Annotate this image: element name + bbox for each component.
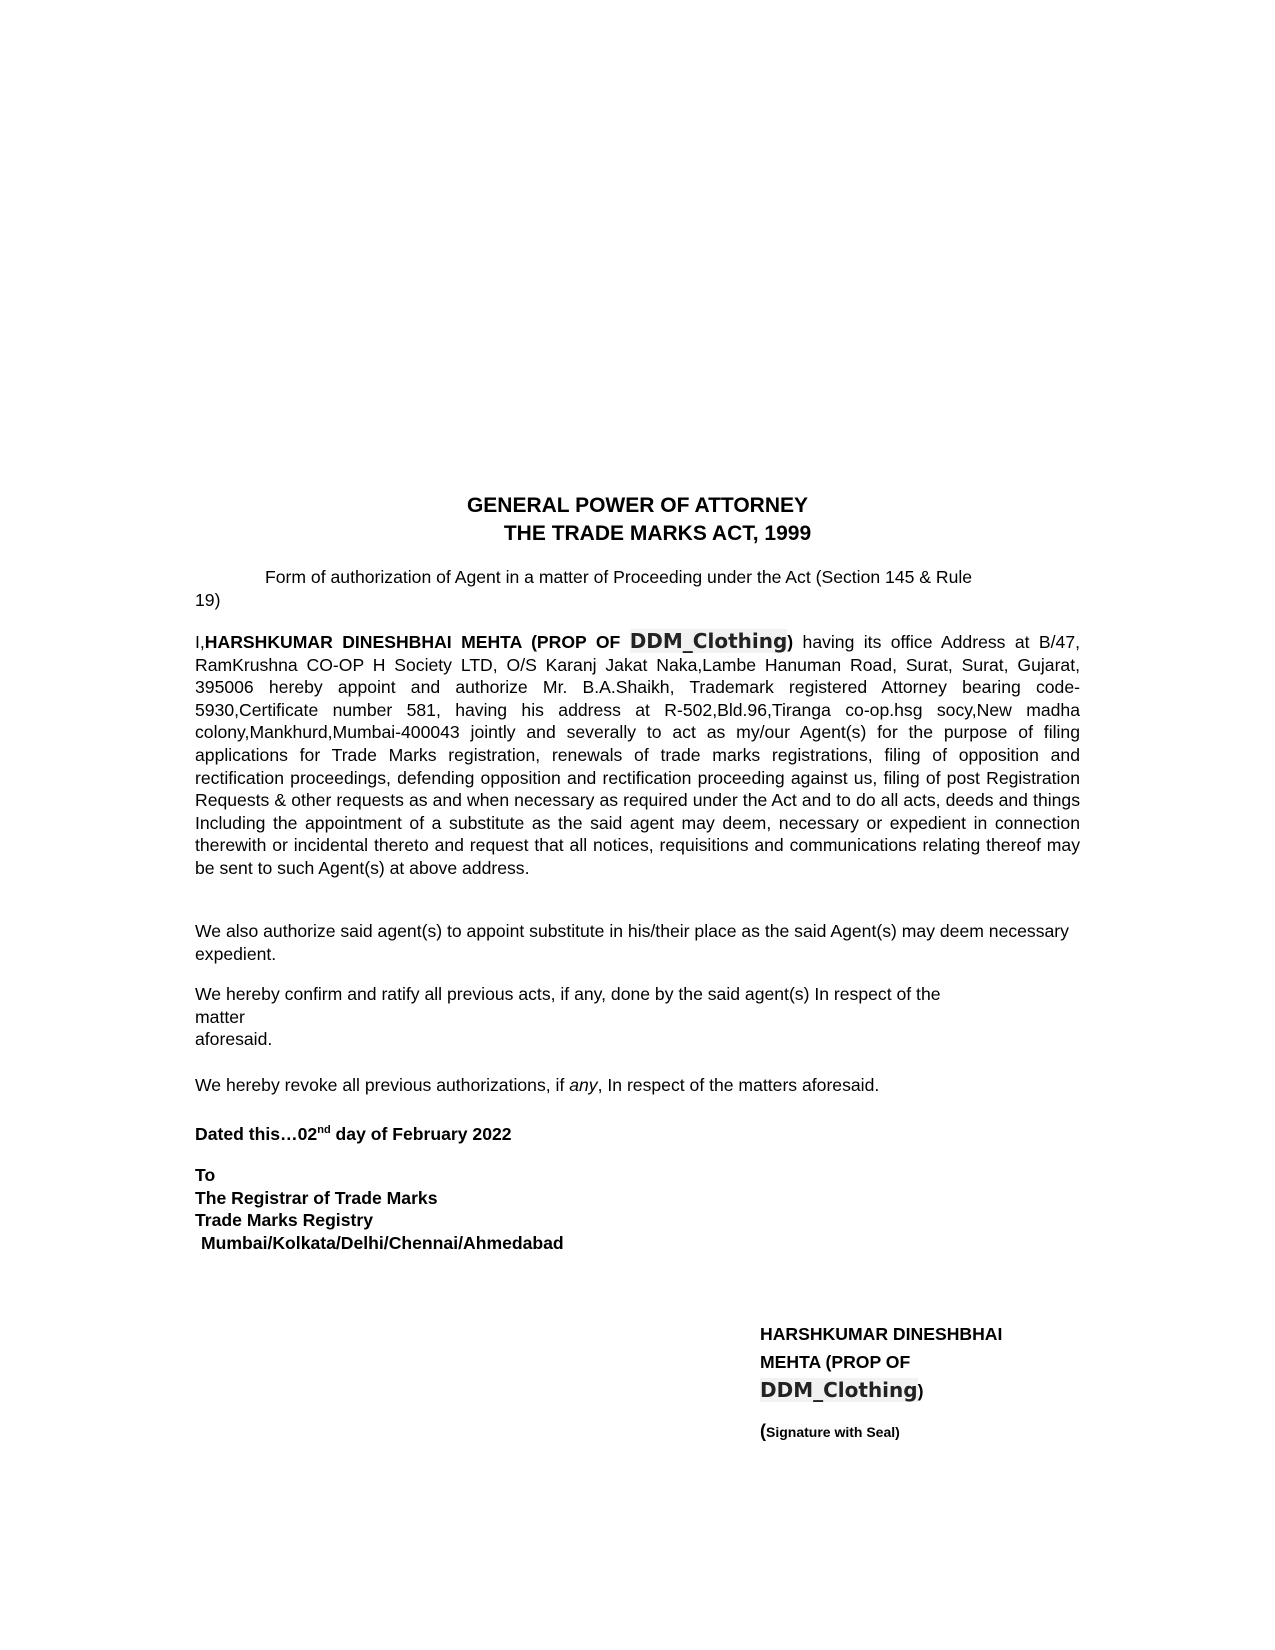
dated-line <box>195 1119 1080 1145</box>
ratify-line-3: aforesaid. <box>195 1029 273 1050</box>
revoke-pre: We hereby revoke all previous authorizations, if <box>195 1075 570 1095</box>
addressee-block <box>195 1164 1080 1254</box>
revoke-italic: any <box>569 1075 598 1095</box>
form-line <box>195 566 1080 611</box>
form-line-cont: 19) <box>195 589 221 610</box>
addressee-line-2: Trade Marks Registry <box>195 1210 373 1231</box>
close-paren: ) <box>787 632 794 652</box>
document-title <box>195 492 1080 548</box>
paragraph-revoke <box>195 1074 1080 1097</box>
form-line-text: Form of authorization of Agent in a matter of Proceeding under the Act (Section 145 & Rule <box>265 567 973 587</box>
addressee-line-1: The Registrar of Trade Marks <box>195 1187 438 1208</box>
signature-note: Signature with Seal) <box>766 1424 900 1440</box>
signature-note-paren: ( <box>760 1421 766 1441</box>
addressee-line-3: Mumbai/Kolkata/Delhi/Chennai/Ahmedabad <box>201 1232 564 1253</box>
paragraph-ratify <box>195 983 1080 1051</box>
ratify-line-2: matter <box>195 1006 245 1027</box>
dated-post: day of February 2022 <box>330 1123 512 1144</box>
main-paragraph <box>195 630 1080 880</box>
company-name: DDM_Clothing <box>629 629 788 653</box>
dated-pre: Dated this…02 <box>195 1123 318 1144</box>
prefix: I, <box>195 632 205 652</box>
signature-company: DDM_Clothing <box>760 1378 918 1402</box>
signature-line-1: HARSHKUMAR DINESHBHAI <box>760 1324 1003 1344</box>
signature-block <box>760 1320 1060 1446</box>
title-line-2: THE TRADE MARKS ACT, 1999 <box>503 522 812 545</box>
main-body: having its office Address at B/47, RamKrushna CO-OP H Society LTD, O/S Karanj Jakat Naka,Lambe Hanuman Road, Surat, Surat, Gujarat, 395006 hereby appoint and authorize Mr. B.A.Shaikh, Trademark registered Attorney bearing code-5930,Certificate number 581, having his address at R-502,Bld.96,Tiranga co-op.hsg socy,New madha colony,Mankhurd,Mumbai-400043 jointly and severally to act as my/our Agent(s) for the purpose of filing applications for Trade Marks registration, renewals of trade marks registrations, filing of opposition and rectification proceedings, defending opposition and rectification proceeding against us, filing of post Registration Requests & other requests as and when necessary as required under the Act and to do all acts, deeds and things Including the appointment of a substitute as the said agent may deem, necessary or expedient in connection therewith or incidental thereto and request that all notices, requisitions and communications relating thereof may be sent to such Agent(s) at above address. <box>195 632 1080 878</box>
paragraph-substitute: We also authorize said agent(s) to appoint substitute in his/their place as the said Agent(s) may deem necessary expedient. <box>195 921 1069 964</box>
revoke-post: , In respect of the matters aforesaid. <box>597 1075 880 1095</box>
signature-close: ) <box>917 1381 924 1401</box>
title-line-1: GENERAL POWER OF ATTORNEY <box>466 494 809 517</box>
signature-line-2: MEHTA (PROP OF <box>760 1352 911 1372</box>
addressee-to: To <box>195 1165 216 1185</box>
dated-sup: nd <box>317 1124 331 1136</box>
principal-name: HARSHKUMAR DINESHBHAI MEHTA (PROP OF <box>204 632 630 652</box>
ratify-line-1: We hereby confirm and ratify all previous acts, if any, done by the said agent(s) In respect of the <box>195 984 941 1004</box>
